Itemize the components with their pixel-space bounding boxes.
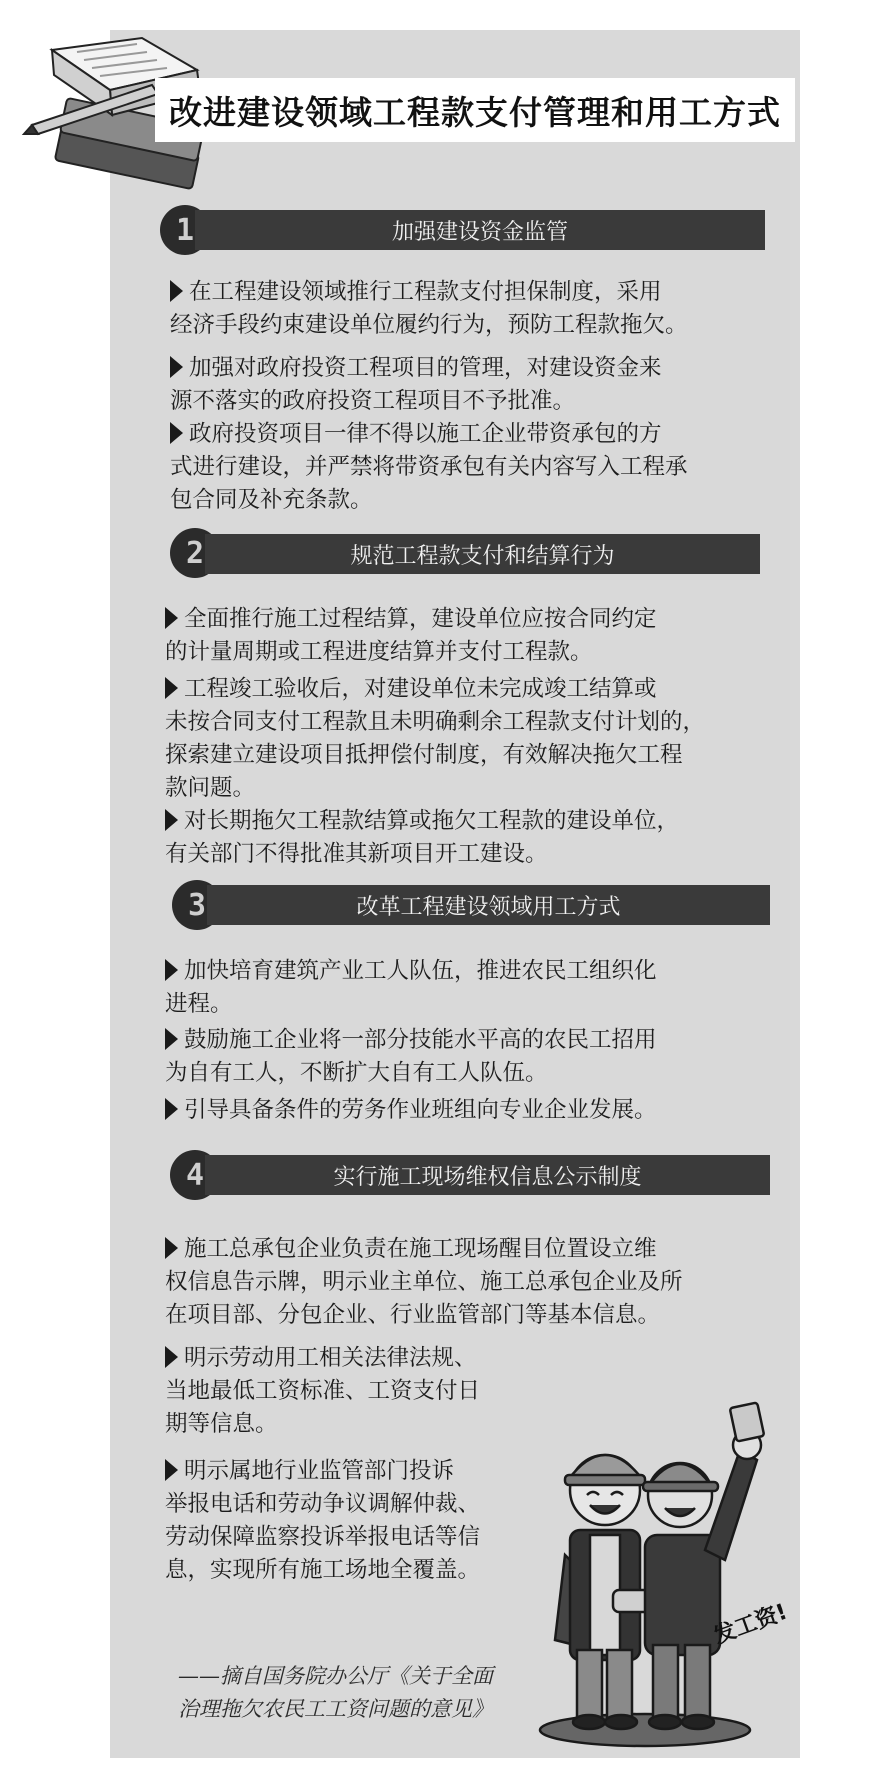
workers-illustration [535, 1310, 791, 1750]
bullet-triangle-icon [165, 1346, 178, 1368]
section-3-paragraph-2: 鼓励施工企业将一部分技能水平高的农民工招用 为自有工人，不断扩大自有工人队伍。 [165, 1027, 657, 1086]
bullet-triangle-icon [170, 356, 183, 378]
page-title: 改进建设领域工程款支付管理和用工方式 [155, 78, 795, 142]
bullet-triangle-icon [165, 1098, 178, 1120]
bullet-triangle-icon [165, 1028, 178, 1050]
section-heading-1: 加强建设资金监管 [195, 210, 765, 250]
section-2-paragraph-1: 全面推行施工过程结算，建设单位应按合同约定 的计量周期或工程进度结算并支付工程款。 [165, 606, 657, 665]
bullet-triangle-icon [165, 677, 178, 699]
section-3-paragraph-3: 引导具备条件的劳务作业班组向专业企业发展。 [165, 1094, 657, 1127]
section-number-badge: 2 [170, 528, 220, 578]
source-citation: ——摘自国务院办公厅《关于全面 治理拖欠农民工工资问题的意见》 [178, 1664, 493, 1721]
section-number-badge: 4 [170, 1150, 220, 1200]
bullet-triangle-icon [165, 1237, 178, 1259]
bullet-triangle-icon [165, 809, 178, 831]
section-3-paragraph-1: 加快培育建筑产业工人队伍，推进农民工组织化 进程。 [165, 958, 657, 1017]
section-2-paragraph-3: 对长期拖欠工程款结算或拖欠工程款的建设单位， 有关部门不得批准其新项目开工建设。 [165, 808, 680, 867]
section-heading-4: 实行施工现场维权信息公示制度 [205, 1155, 770, 1195]
section-4-paragraph-2: 明示劳动用工相关法律法规、 当地最低工资标准、工资支付日 期等信息。 [165, 1345, 481, 1437]
section-2-paragraph-2: 工程竣工验收后，对建设单位未完成竣工结算或 未按合同支付工程款且未明确剩余工程款支付计划的， 探索建立建设项目抵押偿付制度，有效解决拖欠工程 款问题。 [165, 676, 706, 801]
bullet-triangle-icon [170, 280, 183, 302]
section-heading-3: 改革工程建设领域用工方式 [207, 885, 770, 925]
section-number-badge: 1 [160, 205, 210, 255]
section-1-paragraph-3: 政府投资项目一律不得以施工企业带资承包的方 式进行建设，并严禁将带资承包有关内容写入工程承 包合同及补充条款。 [170, 421, 688, 513]
section-number-badge: 3 [172, 880, 222, 930]
bullet-triangle-icon [165, 607, 178, 629]
bullet-triangle-icon [170, 422, 183, 444]
section-1-paragraph-1: 在工程建设领域推行工程款支付担保制度，采用 经济手段约束建设单位履约行为，预防工程款拖欠。 [170, 279, 688, 338]
section-1-paragraph-2: 加强对政府投资工程项目的管理，对建设资金来 源不落实的政府投资工程项目不予批准。 [170, 355, 662, 414]
sign-text: 发工资! [710, 1599, 791, 1650]
section-4-paragraph-1: 施工总承包企业负责在施工现场醒目位置设立维 权信息告示牌，明示业主单位、施工总承包企业及所 在项目部、分包企业、行业监管部门等基本信息。 [165, 1236, 683, 1328]
bullet-triangle-icon [165, 1459, 178, 1481]
bullet-triangle-icon [165, 959, 178, 981]
section-heading-2: 规范工程款支付和结算行为 [205, 534, 760, 574]
section-4-paragraph-3: 明示属地行业监管部门投诉 举报电话和劳动争议调解仲裁、 劳动保障监察投诉举报电话等信 息，实现所有施工场地全覆盖。 [165, 1458, 481, 1583]
